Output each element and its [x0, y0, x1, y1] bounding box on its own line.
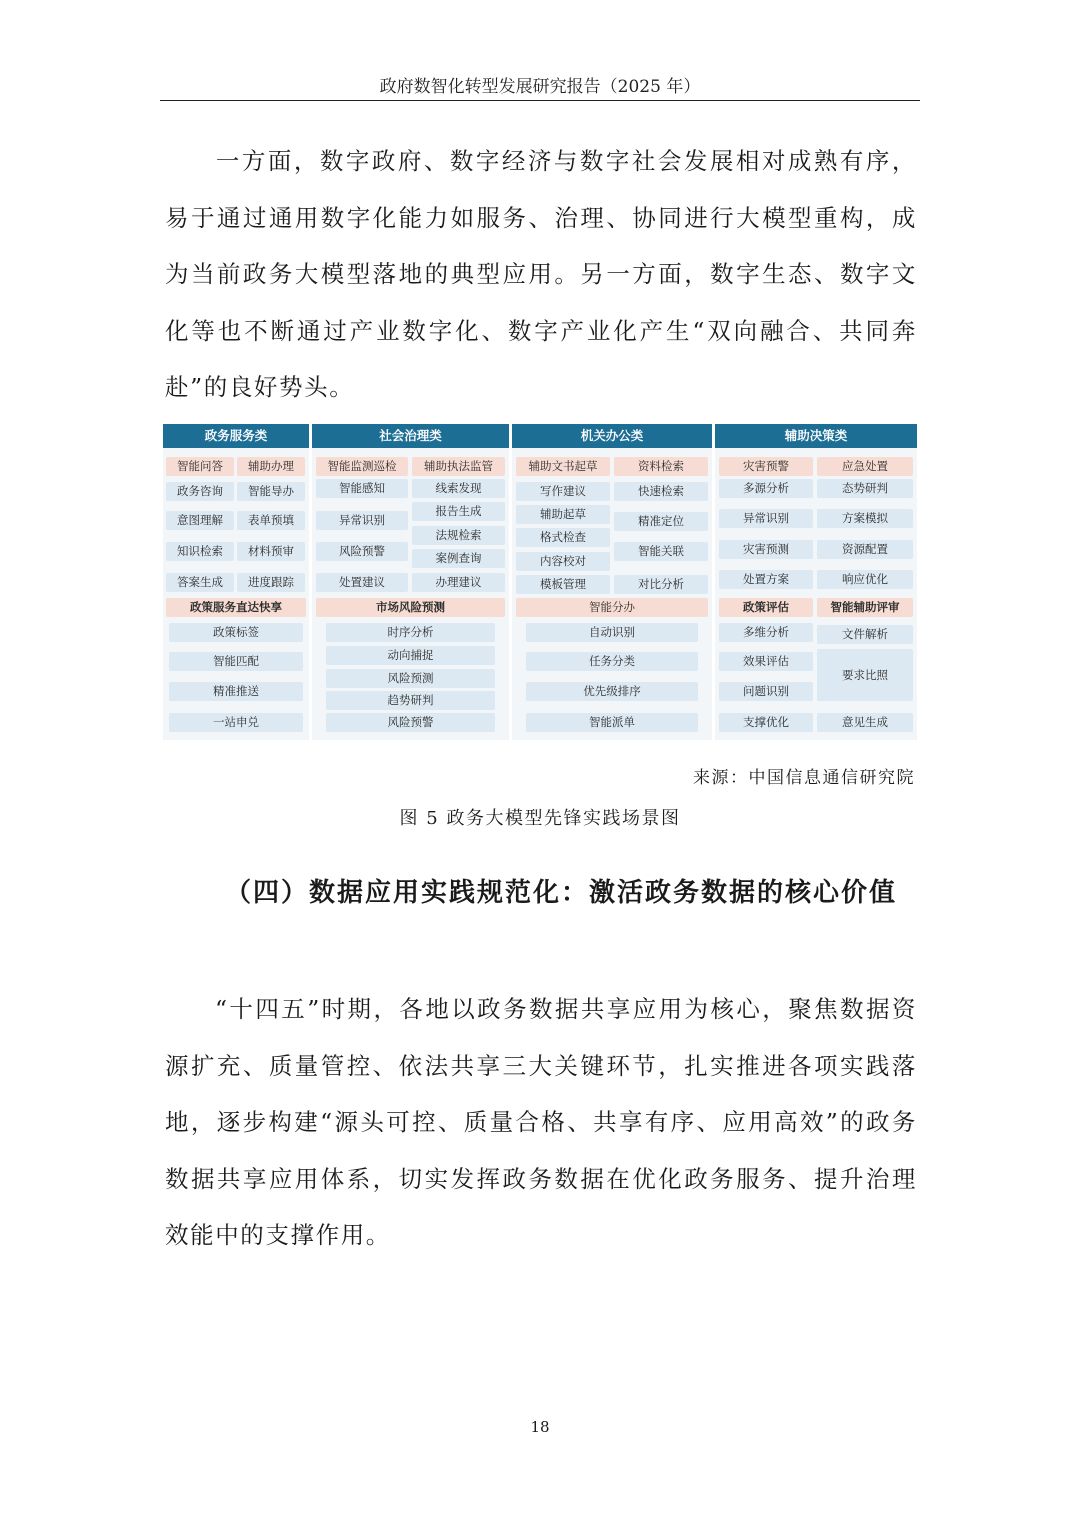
paragraph-text: “十四五”时期，各地以政务数据共享应用为核心，聚焦数据资源扩充、质量管控、依法共享三大关键环节，扎实推进各项实践落地，逐步构建“源头可控、质量合格、共享有序、应用高效”的政务数据共享应用体系，切实发挥政务数据在优化政务服务、提升治理效能中的支撑作用。: [165, 995, 917, 1249]
scenario-chip: 智能问答: [166, 457, 234, 476]
page-number: 18: [530, 1418, 550, 1436]
scenario-chip: 风险预警: [316, 542, 408, 561]
figure-column-government-service: [163, 424, 309, 740]
scenario-chip: 风险预警: [326, 713, 495, 732]
scenario-chip: 异常识别: [316, 511, 408, 530]
scenario-chip: 智能感知: [316, 479, 408, 498]
body-paragraph: [165, 981, 917, 1264]
practice-scenario-figure: [163, 424, 917, 740]
running-header: 政府数智化转型发展研究报告（2025 年）: [379, 77, 701, 97]
scenario-chip: 快速检索: [614, 482, 708, 501]
scenario-chip: 风险预测: [326, 669, 495, 688]
scenario-chip: 政策标签: [169, 623, 303, 642]
section-heading-text: （四）数据应用实践规范化：激活政务数据的核心价值: [225, 878, 898, 908]
scenario-chip: 灾害预警: [719, 457, 813, 476]
scenario-chip: 态势研判: [817, 479, 913, 498]
scenario-chip: 智能匹配: [169, 652, 303, 671]
scenario-subheading: 政策服务直达快享: [166, 598, 306, 617]
scenario-chip: 智能导办: [237, 482, 305, 501]
scenario-chip: 办理建议: [412, 573, 505, 592]
header-rule: [160, 100, 920, 101]
scenario-chip: 多源分析: [719, 479, 813, 498]
section-heading: [165, 864, 917, 922]
scenario-chip: 异常识别: [719, 509, 813, 528]
scenario-chip: 文件解析: [817, 625, 913, 644]
scenario-chip: 效果评估: [719, 652, 813, 671]
scenario-subheading: 市场风险预测: [316, 598, 505, 617]
scenario-chip: 辅助起草: [516, 505, 610, 524]
figure-column-office: [512, 424, 712, 740]
scenario-chip: 辅助文书起草: [516, 457, 610, 476]
scenario-chip: 意图理解: [166, 511, 234, 530]
scenario-chip: 问题识别: [719, 682, 813, 701]
scenario-chip: 自动识别: [526, 623, 698, 642]
scenario-chip: 动向捕捉: [326, 646, 495, 665]
scenario-subheading: 政策评估: [719, 598, 813, 617]
scenario-chip: 材料预审: [237, 542, 305, 561]
scenario-chip: 要求比照: [817, 649, 913, 701]
scenario-subheading: 智能分办: [516, 598, 708, 617]
scenario-chip: 写作建议: [516, 482, 610, 501]
scenario-chip: 格式检查: [516, 528, 610, 547]
column-title: 辅助决策类: [715, 424, 917, 448]
scenario-chip: 时序分析: [326, 623, 495, 642]
scenario-chip: 辅助办理: [237, 457, 305, 476]
scenario-chip: 辅助执法监管: [412, 457, 505, 476]
scenario-chip: 答案生成: [166, 573, 234, 592]
scenario-chip: 优先级排序: [526, 682, 698, 701]
scenario-chip: 智能关联: [614, 542, 708, 561]
scenario-chip: 案例查询: [412, 549, 505, 568]
column-title: 政务服务类: [163, 424, 309, 448]
figure-source: 来源：中国信息通信研究院: [693, 768, 915, 788]
scenario-chip: 资源配置: [817, 540, 913, 559]
scenario-chip: 进度跟踪: [237, 573, 305, 592]
scenario-chip: 灾害预测: [719, 540, 813, 559]
scenario-chip: 多维分析: [719, 623, 813, 642]
scenario-chip: 任务分类: [526, 652, 698, 671]
paragraph-text: 一方面，数字政府、数字经济与数字社会发展相对成熟有序，易于通过通用数字化能力如服务、治理、协同进行大模型重构，成为当前政务大模型落地的典型应用。另一方面，数字生态、数字文化等也不断通过产业数字化、数字产业化产生“双向融合、共同奔赴”的良好势头。: [165, 147, 917, 401]
scenario-chip: 处置建议: [316, 573, 408, 592]
figure-column-decision-support: [715, 424, 917, 740]
scenario-chip: 内容校对: [516, 552, 610, 571]
scenario-chip: 智能派单: [526, 713, 698, 732]
body-paragraph: [165, 133, 917, 416]
scenario-chip: 报告生成: [412, 502, 505, 521]
scenario-chip: 智能监测巡检: [316, 457, 408, 476]
scenario-chip: 法规检索: [412, 526, 505, 545]
scenario-chip: 方案模拟: [817, 509, 913, 528]
scenario-chip: 政务咨询: [166, 482, 234, 501]
scenario-chip: 模板管理: [516, 575, 610, 594]
scenario-chip: 对比分析: [614, 575, 708, 594]
scenario-chip: 趋势研判: [326, 691, 495, 710]
scenario-chip: 响应优化: [817, 570, 913, 589]
figure-caption: 图 5 政务大模型先锋实践场景图: [399, 808, 681, 829]
scenario-chip: 处置方案: [719, 570, 813, 589]
column-title: 机关办公类: [512, 424, 712, 448]
scenario-chip: 支撑优化: [719, 713, 813, 732]
scenario-chip: 意见生成: [817, 713, 913, 732]
scenario-chip: 精准定位: [614, 512, 708, 531]
scenario-chip: 精准推送: [169, 682, 303, 701]
column-title: 社会治理类: [312, 424, 509, 448]
scenario-chip: 资料检索: [614, 457, 708, 476]
scenario-subheading: 智能辅助评审: [817, 598, 913, 617]
scenario-chip: 应急处置: [817, 457, 913, 476]
figure-column-social-governance: [312, 424, 509, 740]
scenario-chip: 知识检索: [166, 542, 234, 561]
scenario-chip: 线索发现: [412, 479, 505, 498]
scenario-chip: 表单预填: [237, 511, 305, 530]
scenario-chip: 一站申兑: [169, 713, 303, 732]
